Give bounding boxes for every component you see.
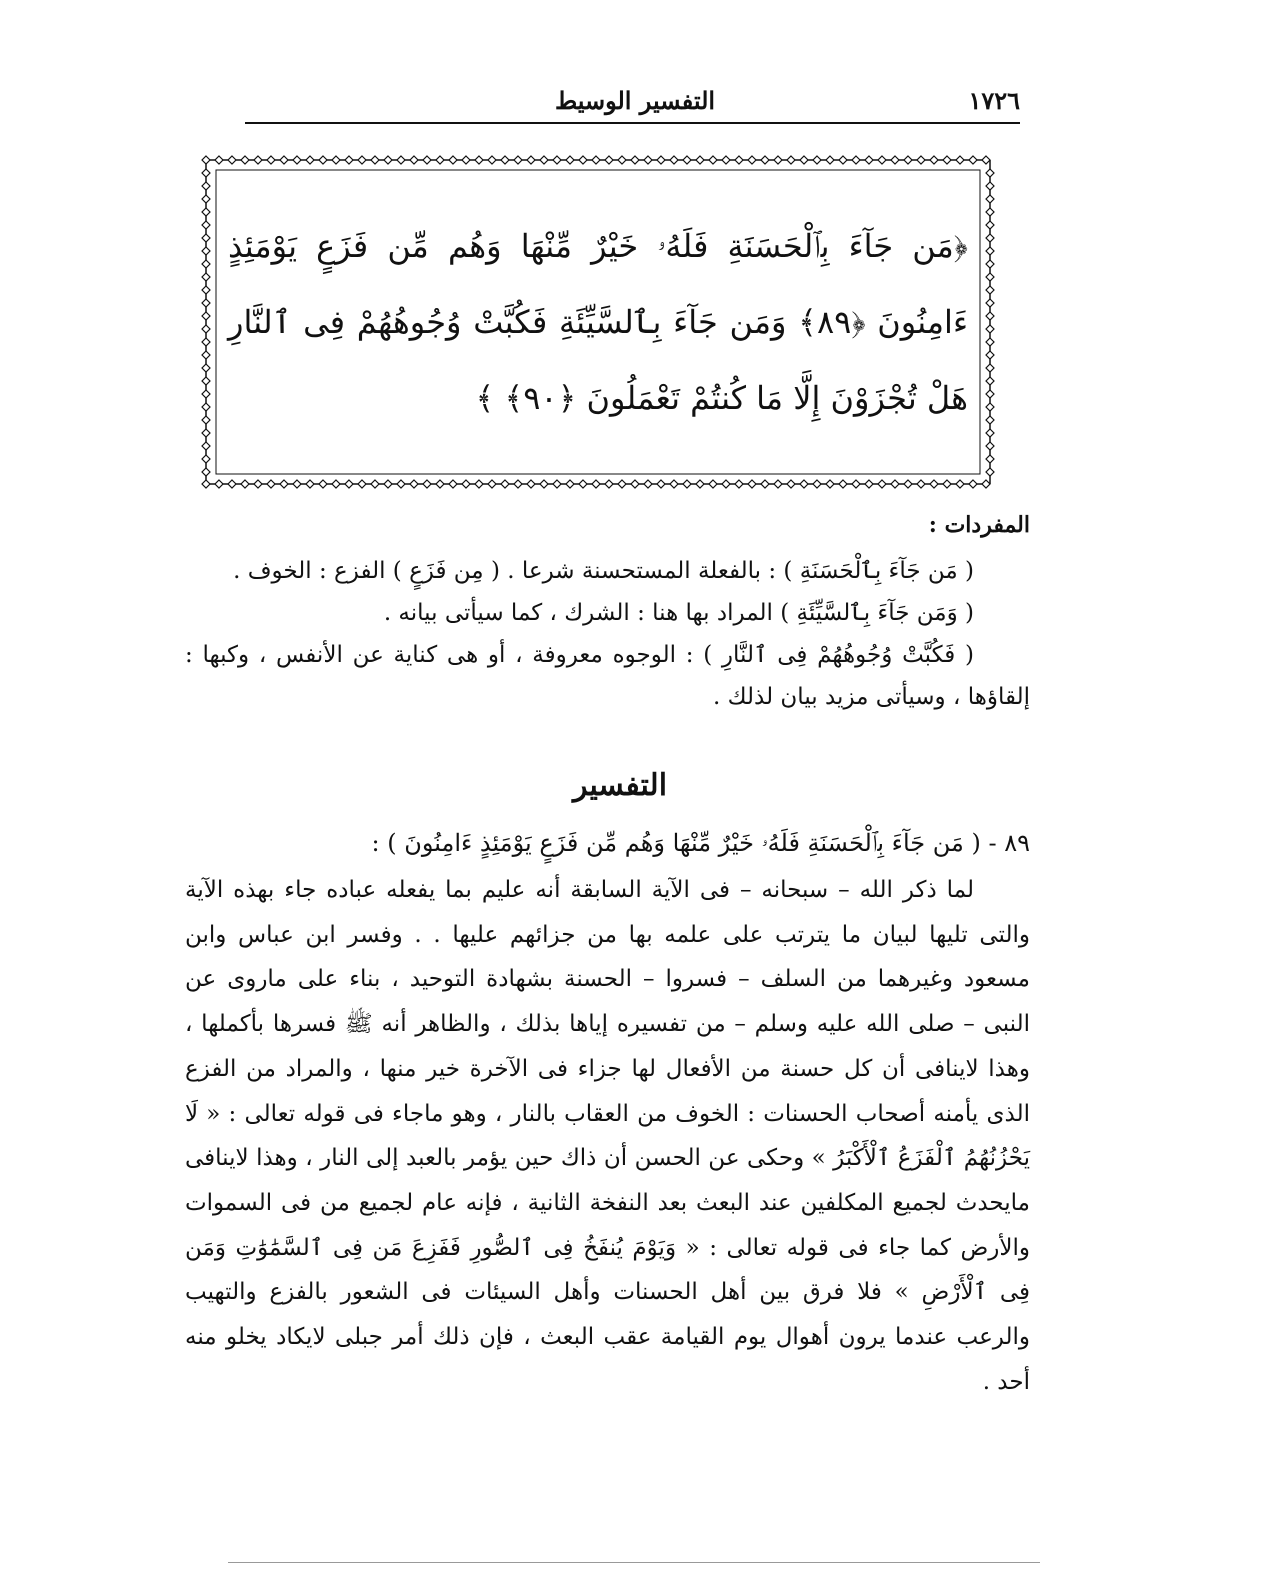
mufradat-section [185,550,1030,718]
running-title: التفسير الوسيط [554,86,716,115]
tafsir-heading: التفسير [572,768,668,803]
mufradat-paragraph: ( وَمَن جَآءَ بِٱلسَّيِّئَةِ ) المراد بها هنا : الشرك ، كما سيأتى بيانه . [383,600,974,626]
page-header [245,86,1020,120]
verse-frame [198,152,998,492]
header-rule [245,122,1020,124]
tafsir-verse-reference: ٨٩ - ( مَن جَآءَ بِٱلْحَسَنَةِ فَلَهُۥ خَيْرٌ مِّنْهَا وَهُم مِّن فَزَعٍ يَوْمَئِذٍ ءَامِنُونَ ) : [371,829,1030,857]
footer-rule [228,1562,1040,1563]
tafsir-body [185,868,1030,1404]
page-number: ١٧٢٦ [968,86,1020,115]
mufradat-paragraph: ( فَكُبَّتْ وُجُوهُهُمْ فِى ٱلنَّارِ ) : الوجوه معروفة ، أو هى كناية عن الأنفس ، وكبها : إلقاؤها ، وسيأتى مزيد بيان لذلك . [185,642,1030,710]
quran-verse: ﴿مَن جَآءَ بِٱلْحَسَنَةِ فَلَهُۥ خَيْرٌ مِّنْهَا وَهُم مِّن فَزَعٍ يَوْمَئِذٍ ءَامِنُونَ ﴿٨٩﴾ وَمَن جَآءَ بِٱلسَّيِّئَةِ فَكُبَّتْ وُجُوهُهُمْ فِى ٱلنَّارِ هَلْ تُجْزَوْنَ إِلَّا مَا كُنتُمْ تَعْمَلُونَ ﴿٩٠﴾ ﴾ [228,227,968,417]
mufradat-paragraph: ( مَن جَآءَ بِٱلْحَسَنَةِ ) : بالفعلة المستحسنة شرعا . ( مِن فَزَعٍ ) الفزع : الخوف . [233,558,974,584]
mufradat-title: المفردات : [928,512,1030,538]
tafsir-paragraph: لما ذكر الله – سبحانه – فى الآية السابقة أنه عليم بما يفعله عباده جاء بهذه الآية والتى تليها لبيان ما يترتب على علمه بها من جزائهم عليها . . وفسر ابن عباس وابن مسعود وغيرهما من السلف – فسروا – الحسنة بشهادة التوحيد ، بناء على ماروى عن النبى – صلى الله عليه وسلم – من تفسيره إياها بذلك ، والظاهر أنه ﷺ فسرها بأكملها ، وهذا لاينافى أن كل حسنة من الأفعال لها جزاء فى الآخرة خير منها ، والمراد من الفزع الذى يأمنه أصحاب الحسنات : الخوف من العقاب بالنار ، وهو ماجاء فى قوله تعالى : « لَا يَحْزُنُهُمُ ٱلْفَزَعُ ٱلْأَكْبَرُ » وحكى عن الحسن أن ذاك حين يؤمر بالعبد إلى النار ، وهذا لاينافى مايحدث لجميع المكلفين عند البعث بعد النفخة الثانية ، فإنه عام لجميع من فى السموات والأرض كما جاء فى قوله تعالى : « وَيَوْمَ يُنفَخُ فِى ٱلصُّورِ فَفَزِعَ مَن فِى ٱلسَّمَٰوَٰتِ وَمَن فِى ٱلْأَرْضِ » فلا فرق بين أهل الحسنات وأهل السيئات فى الشعور بالفزع والتهيب والرعب عندما يرون أهوال يوم القيامة عقب البعث ، فإن ذلك أمر جبلى لايكاد يخلو منه أحد . [185,877,1030,1395]
